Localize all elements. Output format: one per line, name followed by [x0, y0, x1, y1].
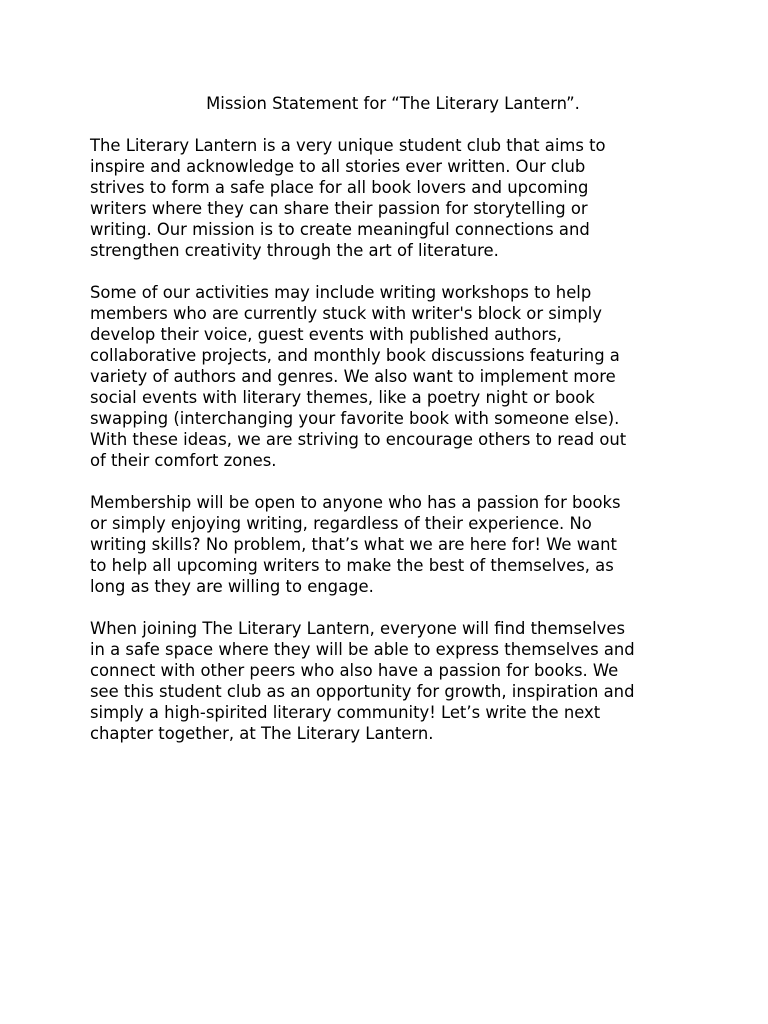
paragraph-joining — [90, 618, 690, 744]
text-line: members who are currently stuck with writer's block or simply — [90, 304, 602, 323]
text-line: connect with other peers who also have a passion for books. We — [90, 661, 619, 680]
text-line: develop their voice, guest events with published authors, — [90, 325, 562, 344]
text-line: or simply enjoying writing, regardless of their experience. No — [90, 514, 592, 533]
text-line: social events with literary themes, like a poetry night or book — [90, 388, 595, 407]
text-line: Membership will be open to anyone who has a passion for books — [90, 493, 621, 512]
paragraph-membership — [90, 492, 690, 597]
paragraph-intro — [90, 135, 690, 261]
text-line: see this student club as an opportunity for growth, inspiration and — [90, 682, 635, 701]
text-line: to help all upcoming writers to make the best of themselves, as — [90, 556, 614, 575]
text-line: writing. Our mission is to create meaningful connections and — [90, 220, 590, 239]
text-line: variety of authors and genres. We also want to implement more — [90, 367, 616, 386]
text-line: simply a high-spirited literary community! Let’s write the next — [90, 703, 601, 722]
text-line: in a safe space where they will be able to express themselves and — [90, 640, 635, 659]
text-line: When joining The Literary Lantern, everyone will find themselves — [90, 619, 626, 638]
document-body — [90, 93, 690, 765]
text-line: long as they are willing to engage. — [90, 577, 374, 596]
text-line: swapping (interchanging your favorite book with someone else). — [90, 409, 620, 428]
text-line: inspire and acknowledge to all stories ever written. Our club — [90, 157, 586, 176]
text-line: strengthen creativity through the art of literature. — [90, 241, 499, 260]
text-line: collaborative projects, and monthly book discussions featuring a — [90, 346, 620, 365]
text-line: chapter together, at The Literary Lantern. — [90, 724, 434, 743]
document-title: Mission Statement for “The Literary Lantern”. — [206, 94, 580, 113]
text-line: strives to form a safe place for all book lovers and upcoming — [90, 178, 589, 197]
paragraph-activities — [90, 282, 690, 471]
text-line: The Literary Lantern is a very unique student club that aims to — [90, 136, 606, 155]
text-line: writing skills? No problem, that’s what we are here for! We want — [90, 535, 617, 554]
text-line: With these ideas, we are striving to encourage others to read out — [90, 430, 627, 449]
text-line: of their comfort zones. — [90, 451, 277, 470]
text-line: writers where they can share their passion for storytelling or — [90, 199, 588, 218]
text-line: Some of our activities may include writing workshops to help — [90, 283, 592, 302]
